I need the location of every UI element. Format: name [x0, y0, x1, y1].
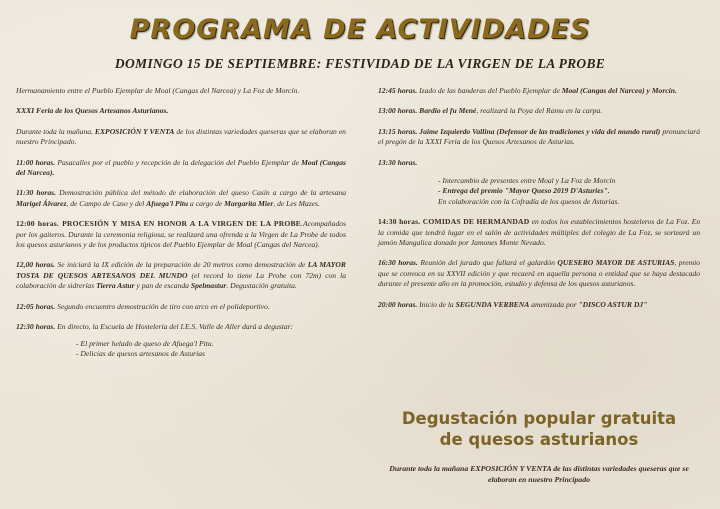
- event-1330-time: 13:30 horas.: [378, 157, 418, 167]
- event-1245: [378, 86, 700, 96]
- list-item: En colaboración con la Cofradía de los quesos de Asturias.: [438, 196, 620, 206]
- tasting-promo: [378, 408, 700, 450]
- event-1205: [16, 302, 346, 312]
- event-1200-tosta-bold: LA MAYOR TOSTA DE QUESOS ARTESANOS DEL MUNDO: [16, 260, 346, 280]
- event-2000: [378, 300, 700, 310]
- event-1245-time: 12:45 horas.: [378, 86, 418, 95]
- event-1130-bold3: Margarita Mier: [224, 198, 274, 208]
- event-1245-bold: Moal (Cangas del Narcea) y Morcín.: [561, 86, 677, 95]
- event-1205-time: 12:05 horas.: [16, 301, 56, 311]
- event-1430: [378, 217, 700, 248]
- event-1200-tosta-text: Se iniciará la IX edición de la preparación de 20 metros como demostración de: [55, 260, 308, 270]
- exhibition-text: de los distintas variedades queseras que se elaboran en nuestro Principado.: [16, 126, 346, 147]
- event-1100-text: Pasacalles por el pueblo y recepción de la delegación del Pueblo Ejemplar de: [55, 157, 302, 167]
- event-1300-text: , realizará la Poya del Ramu en la carpa.: [476, 106, 603, 116]
- event-1200-tosta: [16, 260, 346, 291]
- event-1200-tosta-text4: . Degustación gratuita.: [226, 281, 297, 291]
- promo-line-2: de quesos asturianos: [439, 430, 639, 449]
- event-1630-time: 16:30 horas.: [378, 258, 418, 268]
- event-1430-text: en todos los establecimientos hosteleros de La Foz. En la comida que tendrá lugar en el salón de actividades múltiples del colegio de La Foz, se sorteará un jamón Mangalica donado por Jamones Monte Nevado.: [378, 217, 701, 248]
- list-item: - Intercambio de presentes entre Moal y La Foz de Morcín: [438, 176, 616, 186]
- event-1430-heading: 14:30 horas. COMIDAS DE HERMANDAD: [378, 217, 530, 227]
- event-1630-bold: QUESERO MAYOR DE ASTURIAS: [557, 258, 675, 268]
- event-1200-tosta-text3: y pan de escanda: [134, 281, 191, 291]
- event-1100-time: 11:00 horas.: [16, 157, 56, 167]
- event-2000-text2: amenizada por: [529, 299, 579, 309]
- event-1330: [378, 158, 700, 168]
- event-2000-bold2: "DISCO ASTUR DJ": [578, 299, 648, 309]
- right-column: [378, 86, 700, 320]
- exchange-list: [438, 176, 700, 207]
- list-item: - Delicias de quesos artesanos de Asturias: [76, 348, 205, 358]
- event-1315-text: pronunciará el pregón de la XXXI Feria de los Quesos Artesanos de Asturias.: [378, 126, 701, 147]
- event-1300-heading: 13:00 horas. Bardio el fu Mené: [378, 106, 477, 116]
- event-2000-time: 20:00 horas.: [378, 299, 418, 309]
- twinning-text: Hermanamiento entre el Pueblo Ejemplar de Moal (Cangas del Narcea) y La Foz de Morcín.: [16, 86, 300, 95]
- fair-heading: [16, 106, 346, 116]
- event-1130-bold1: Marigel Álvarez: [16, 198, 67, 208]
- event-1100-bold: Moal (Cangas del Narcea).: [16, 157, 346, 178]
- event-1230-text: En directo, la Escuela de Hostelería del I.E.S. Valle de Aller dará a degustar:: [55, 322, 294, 332]
- left-column: [16, 86, 346, 367]
- event-1100: [16, 158, 346, 179]
- event-1130-text3: a cargo de: [188, 198, 225, 208]
- event-1630: [378, 258, 700, 289]
- list-item: - El primer helado de queso de Afuega'l Pitu.: [76, 338, 214, 348]
- event-1315: [378, 127, 700, 148]
- event-1130-time: 11:30 horas.: [16, 188, 57, 198]
- event-1130: [16, 188, 346, 209]
- event-1630-text2: , premio que se convoca en su XXVII edición y que recaerá en aquella persona o entidad que se haya destacado durante el presente año en la promoción, estudio y defensa de los quesos asturianos.: [378, 258, 700, 289]
- event-1230: [16, 322, 346, 332]
- twinning-paragraph: [16, 86, 346, 96]
- event-1130-text4: , de Les Mazes.: [273, 198, 320, 208]
- event-1130-text: Demostración pública del método de elaboración del queso Casín a cargo de la artesana: [56, 188, 347, 198]
- page-title: PROGRAMA DE ACTIVIDADES: [129, 14, 591, 45]
- event-1630-text: Reunión del jurado que fallará el galardón: [417, 258, 558, 268]
- event-1245-text: Izado de las banderas del Pueblo Ejemplar de: [417, 86, 562, 95]
- event-1205-text: Segundo encuentro demostración de tiro con arco en el polideportivo.: [55, 301, 270, 311]
- event-1200-mass-text: .Acompañados por los gaiteros. Durante la ceremonia religiosa, se realizará una ofrenda a la Virgen de La Probe de todos los quesos asturianos y de los productos típicos del Pueblo Ejemplar de Moal (Cangas del Narcea).: [16, 219, 346, 250]
- event-1200-mass: [16, 219, 346, 250]
- event-1200-tosta-text2: (el record lo tiene La Probe con 72m) con la colaboración de sidrerías: [16, 270, 347, 291]
- event-1130-text2: , de Campo de Caso y del: [66, 198, 147, 208]
- exhibition-paragraph: [16, 127, 346, 148]
- event-1200-tosta-bold3: Spelmastur: [190, 281, 227, 291]
- event-2000-bold: SEGUNDA VERBENA: [455, 299, 530, 309]
- event-1200-tosta-time: 12,00 horas.: [16, 260, 56, 270]
- event-2000-text: Inicio de la: [417, 299, 456, 309]
- exhibition-bold: EXPOSICIÓN Y VENTA: [94, 126, 175, 136]
- exhibition-note: Durante toda la mañana EXPOSICIÓN Y VENTA de las distintas variedades queseras que se elaboran en nuestro Principado: [389, 464, 689, 484]
- list-item: - Entrega del premio "Mayor Queso 2019 D'Asturies".: [438, 186, 610, 196]
- event-1230-time: 12:30 horas.: [16, 322, 56, 332]
- exhibition-lead: Durante toda la mañana,: [16, 126, 95, 136]
- event-1315-heading: 13:15 horas. Jaime Izquierdo Vallina (Defensor de las tradiciones y vida del mundo rural): [378, 126, 661, 136]
- event-1130-bold2: Afuega'l Pitu: [146, 198, 189, 208]
- tasting-list: [76, 339, 346, 360]
- fair-heading-text: XXXI Feria de los Quesos Artesanos Asturianos.: [16, 106, 169, 116]
- event-1200-tosta-bold2: Tierra Astur: [96, 281, 135, 291]
- promo-line-1: Degustación popular gratuita: [401, 409, 677, 428]
- event-1200-mass-heading: 12:00 horas. PROCESIÓN Y MISA EN HONOR A LA VIRGEN DE LA PROBE: [16, 219, 302, 229]
- page-subtitle: DOMINGO 15 DE SEPTIEMBRE: FESTIVIDAD DE LA VIRGEN DE LA PROBE: [114, 56, 606, 71]
- event-1300: [378, 106, 700, 116]
